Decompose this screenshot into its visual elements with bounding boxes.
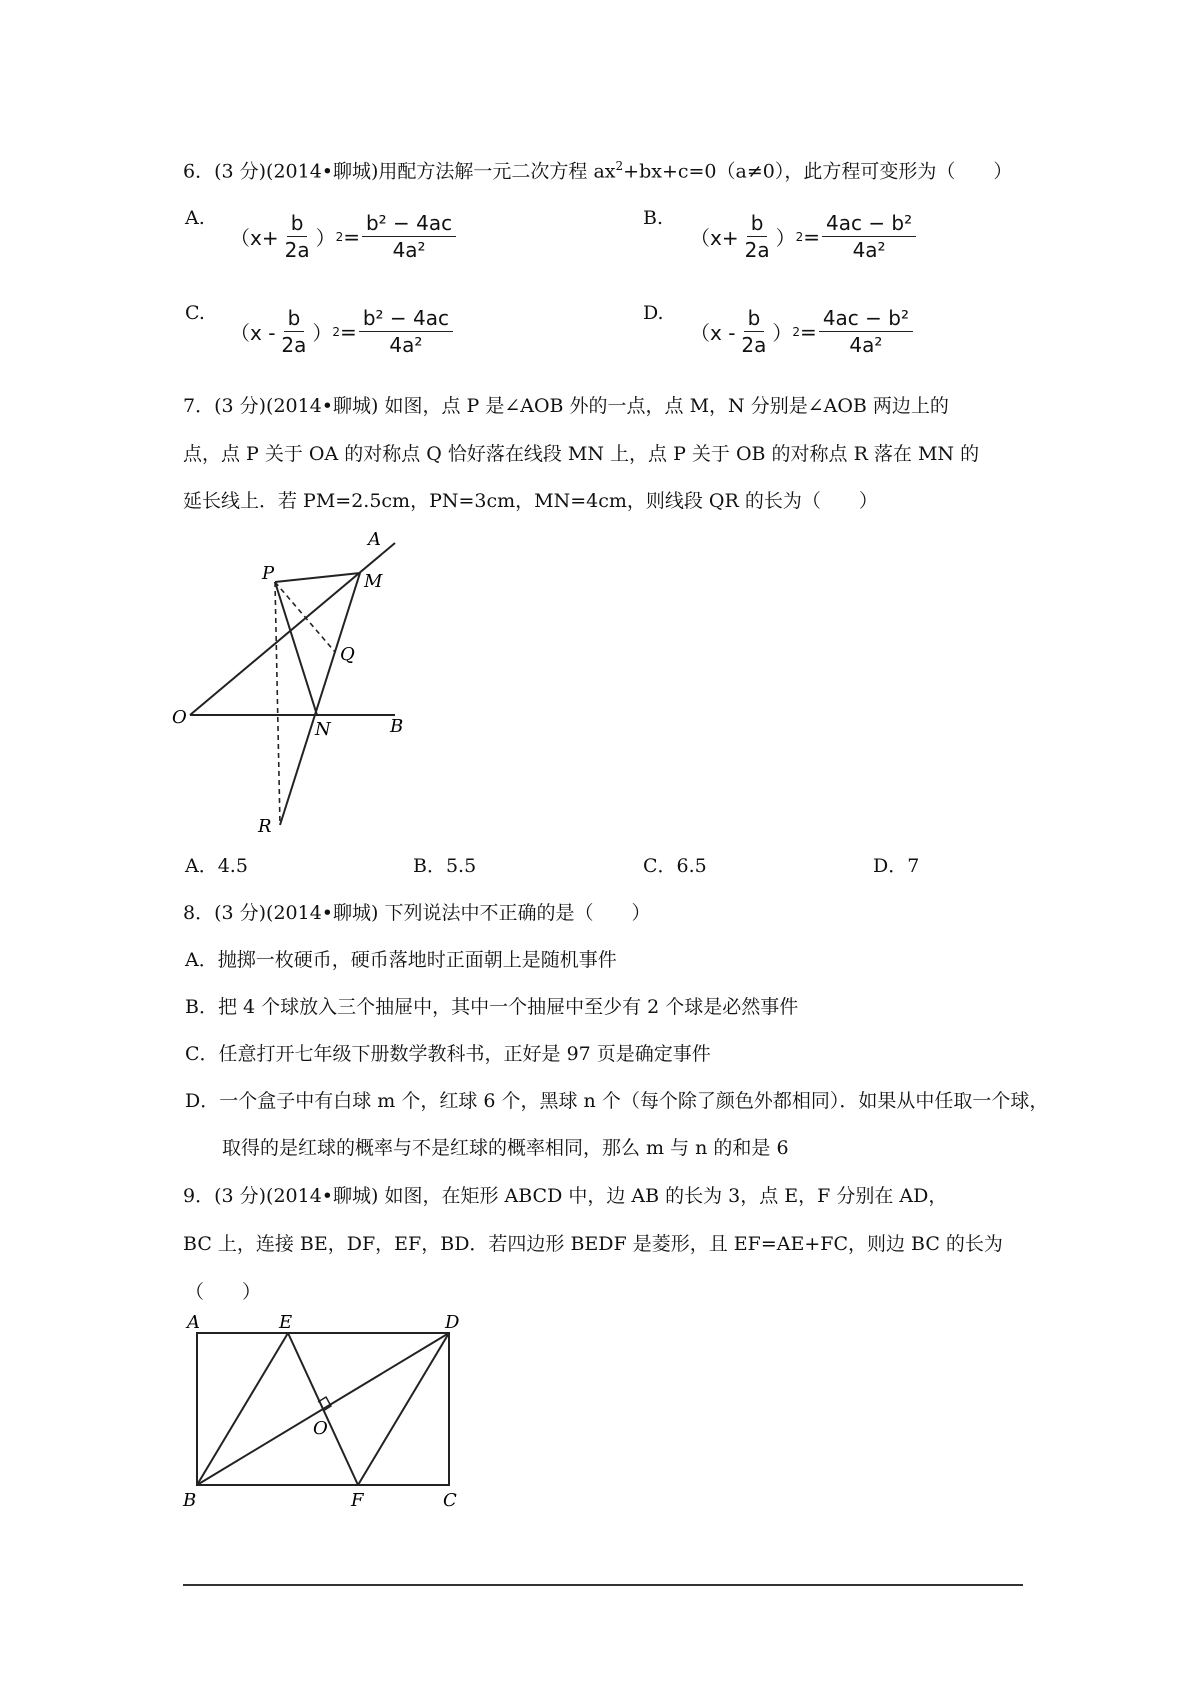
q6-d-lead: （x - [690,321,736,345]
q6-c-lead: （x - [230,321,276,345]
q9-label-o: O [313,1418,328,1439]
q6-a-eq: = [343,224,360,249]
q7-label-q: Q [340,644,355,665]
q6-option-c-letter: C. [185,302,205,324]
q6-a-frac-den: 2a [284,238,310,262]
q6-stem-sup: 2 [615,159,624,173]
q6-option-a-formula [230,212,458,261]
q8-option-c: C．任意打开七年级下册数学教科书，正好是 97 页是确定事件 [185,1043,711,1065]
q6-a-rhs-num: b² − 4ac [362,212,456,237]
q9-label-d: D [445,1312,460,1333]
q6-d-frac [737,307,770,356]
q6-b-close: ） [775,226,796,250]
q6-d-rhs-den: 4a² [849,333,883,357]
q6-b-lead: （x+ [690,226,739,250]
q9-label-a: A [187,1312,200,1333]
q6-d-close: ） [772,321,793,345]
q7-option-d: D．7 [873,855,920,877]
q6-b-rhs-den: 4a² [852,238,886,262]
q6-a-close: ） [315,226,336,250]
q7-option-b: B．5.5 [413,855,477,877]
q6-a-rhs [362,212,456,261]
q6-d-eq: = [800,319,817,344]
q6-b-sup: 2 [795,229,804,244]
q6-option-d-letter: D. [643,302,664,324]
q6-d-frac-den: 2a [741,333,767,357]
q8-option-d-cont: 取得的是红球的概率与不是红球的概率相同，那么 m 与 n 的和是 6 [222,1137,789,1159]
q8-option-a: A．抛掷一枚硬币，硬币落地时正面朝上是随机事件 [185,949,617,971]
footer-rule [183,1584,1023,1586]
q7-dash-pq [275,582,335,652]
q7-ray-oa [190,543,395,715]
q6-d-rhs-num: 4ac − b² [819,307,913,332]
q7-label-n: N [315,719,331,740]
q6-d-rhs [819,307,913,356]
q6-c-frac [277,307,310,356]
q7-seg-pn [275,582,317,715]
q9-label-f: F [351,1490,364,1510]
q7-figure [170,525,430,835]
q7-line1: 7．(3 分)(2014•聊城) 如图，点 P 是∠AOB 外的一点，点 M，N 分别是∠AOB 两边上的 [183,395,949,417]
q8-stem: 8．(3 分)(2014•聊城) 下列说法中不正确的是（ ） [183,902,651,924]
q9-label-e: E [279,1312,293,1333]
q6-d-sup: 2 [792,324,801,339]
q7-label-o: O [172,707,187,728]
q6-option-b-formula [690,212,918,261]
q6-c-frac-num: b [284,307,305,332]
q6-option-c-formula [230,307,455,356]
q6-option-a-letter: A. [185,207,205,229]
q7-line3: 延长线上．若 PM=2.5cm，PN=3cm，MN=4cm，则线段 QR 的长为（ ） [183,490,878,512]
q6-c-eq: = [340,319,357,344]
q7-seg-pm [275,573,360,582]
q7-label-m: M [364,571,383,592]
q6-b-eq: = [803,224,820,249]
q6-b-frac-num: b [747,212,768,237]
q6-option-d-formula [690,307,915,356]
q8-option-b: B．把 4 个球放入三个抽屉中，其中一个抽屉中至少有 2 个球是必然事件 [185,996,799,1018]
q9-line1: 9．(3 分)(2014•聊城) 如图，在矩形 ABCD 中，边 AB 的长为 3，点 E，F 分别在 AD， [183,1185,948,1207]
q6-d-frac-num: b [744,307,765,332]
q8-option-d: D．一个盒子中有白球 m 个，红球 6 个，黑球 n 个（每个除了颜色外都相同）．如果从中任取一个球， [185,1090,1049,1112]
q6-c-rhs [359,307,453,356]
q9-line2: BC 上，连接 BE，DF，EF，BD．若四边形 BEDF 是菱形，且 EF=AE+FC，则边 BC 的长为 [183,1233,1003,1255]
q6-c-sup: 2 [332,324,341,339]
q6-stem-part1: 6．(3 分)(2014•聊城)用配方法解一元二次方程 ax [183,160,616,183]
q6-b-rhs-num: 4ac − b² [822,212,916,237]
q6-c-rhs-den: 4a² [389,333,423,357]
q7-label-a: A [368,529,381,550]
q6-a-rhs-den: 4a² [392,238,426,262]
q6-b-rhs [822,212,916,261]
q9-seg-be [197,1333,288,1485]
q6-stem [183,160,1012,181]
q9-label-b: B [183,1490,197,1510]
q9-seg-bd [197,1333,449,1485]
q7-label-r: R [258,816,272,835]
q9-label-c: C [443,1490,457,1510]
q6-a-lead: （x+ [230,226,279,250]
q6-c-rhs-num: b² − 4ac [359,307,453,332]
q7-seg-mr [280,573,360,825]
q6-c-close: ） [312,321,333,345]
q9-figure [175,1310,465,1510]
q6-a-frac [281,212,314,261]
q6-option-b-letter: B. [643,207,664,229]
q6-a-sup: 2 [335,229,344,244]
q9-line3: （ ） [185,1281,262,1303]
q7-option-c: C．6.5 [643,855,707,877]
q7-dash-pr [275,582,280,825]
q6-stem-part2: +bx+c=0（a≠0），此方程可变形为（ ） [623,160,1013,183]
q6-c-frac-den: 2a [281,333,307,357]
q6-b-frac [741,212,774,261]
q6-b-frac-den: 2a [744,238,770,262]
q7-label-p: P [262,563,275,584]
q9-seg-fd [358,1333,449,1485]
q7-option-a: A．4.5 [185,855,248,877]
q7-label-b: B [390,716,404,737]
q7-line2: 点，点 P 关于 OA 的对称点 Q 恰好落在线段 MN 上，点 P 关于 OB 的对称点 R 落在 MN 的 [183,443,980,465]
q6-a-frac-num: b [287,212,308,237]
